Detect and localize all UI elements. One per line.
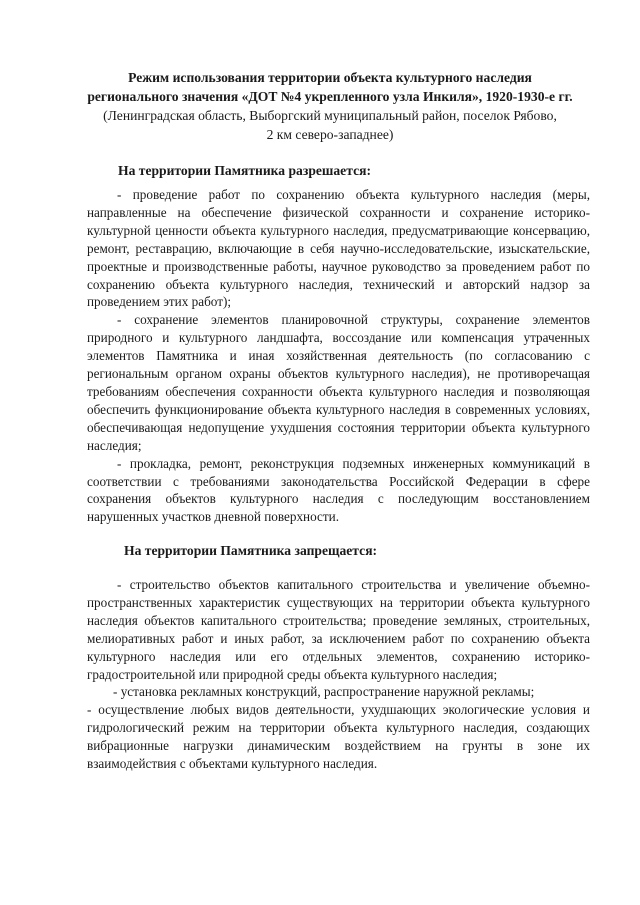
forbidden-item: - осуществление любых видов деятельности, ухудшающих экологические условия и гидрологический режим на территории объекта культурного наследия, создающих вибрационные нагрузки динамическим воздействием на грунты в зоне их взаимодействия с объектами культурного наследия. — [87, 702, 590, 772]
forbidden-heading: На территории Памятника запрещается: — [124, 543, 378, 558]
forbidden-section — [87, 576, 590, 773]
allowed-item: - сохранение элементов планировочной структуры, сохранение элементов природного и культурного ландшафта, воссоздание или компенсация утраченных элементов Памятника и иная хозяйственная деятельность (по согласованию с региональным органом охраны объектов культурного наследия), не противоречащая требованиям обеспечения сохранности объекта культурного наследия и позволяющая обеспечить функционирование объекта культурного наследия в современных условиях, обеспечивающая недопущение ухудшения состояния территории объекта культурного наследия; — [87, 312, 590, 453]
forbidden-item: - строительство объектов капитального строительства и увеличение объемно-пространственных характеристик существующих на территории объекта культурного наследия объектов капитального строительства; проведение земляных, строительных, мелиоративных работ и иных работ, за исключением работ по сохранению объекта культурного наследия или его отдельных элементов, сохранению историко-градостроительной или природной среды объекта культурного наследия; — [87, 577, 590, 682]
document-title — [60, 68, 600, 144]
allowed-item: - проведение работ по сохранению объекта культурного наследия (меры, направленные на обеспечение физической сохранности и сохранение историко-культурной ценности объекта культурного наследия, предусматривающие консервацию, ремонт, реставрацию, включающие в себя научно-исследовательские, изыскательские, проектные и производственные работы, научное руководство за проведением работ по сохранению объекта культурного наследия, технический и авторский надзор за проведением этих работ); — [87, 187, 590, 310]
title-line-1: Режим использования территории объекта культурного наследия — [128, 70, 532, 85]
allowed-item: - прокладка, ремонт, реконструкция подземных инженерных коммуникаций в соответствии с требованиями законодательства Российской Федерации в сфере сохранения объектов культурного наследия с последующим восстановлением нарушенных участков дневной поверхности. — [87, 455, 590, 525]
title-line-3: (Ленинградская область, Выборгский муниципальный район, поселок Рябово, — [103, 108, 557, 123]
title-line-4: 2 км северо-западнее) — [266, 127, 394, 142]
allowed-section — [87, 186, 590, 526]
forbidden-item: - установка рекламных конструкций, распространение наружной рекламы; — [113, 684, 535, 700]
title-line-2: регионального значения «ДОТ №4 укрепленного узла Инкиля», 1920-1930-е гг. — [87, 89, 573, 104]
allowed-heading: На территории Памятника разрешается: — [118, 163, 371, 178]
